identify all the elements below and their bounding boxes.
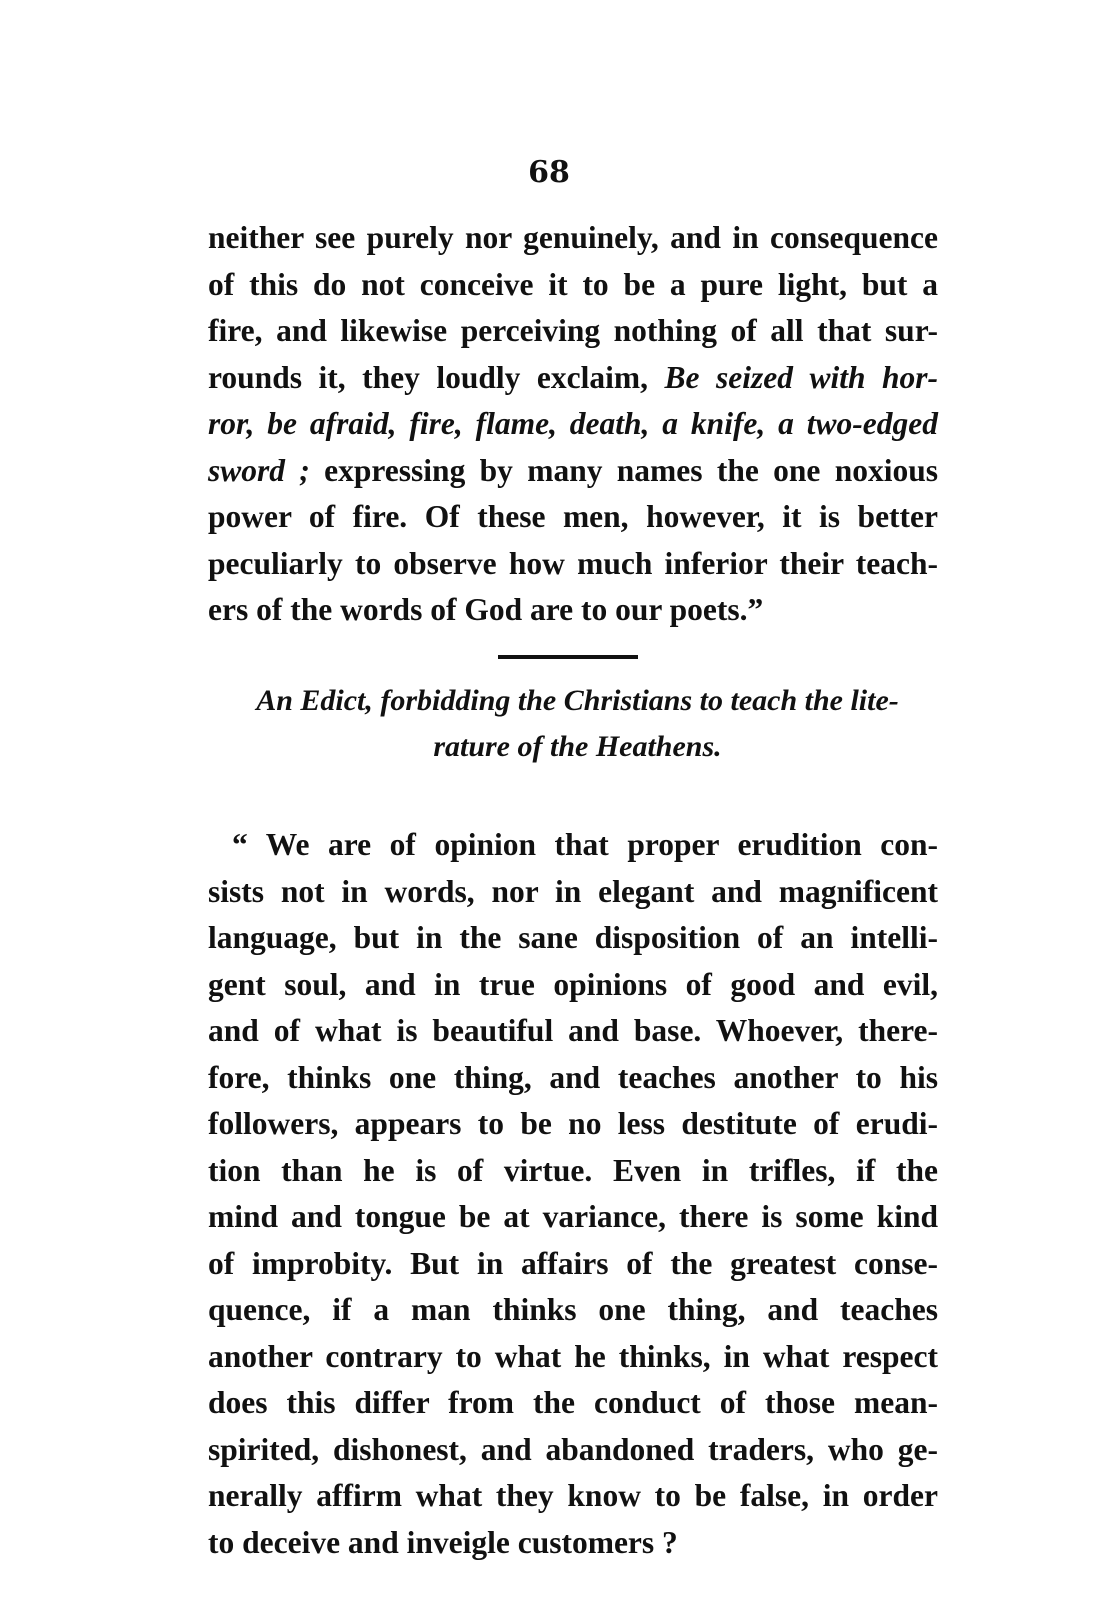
text-line: power of fire. Of these men, however, it is better [208,499,938,534]
text-line: language, but in the sane disposition of an intelli- [208,920,938,955]
text-line [208,401,938,448]
text-line: fire, and likewise perceiving nothing of all that sur- [208,313,938,348]
text-line: tion than he is of virtue. Even in trifles, if the [208,1152,938,1188]
text-line [208,355,938,402]
page-number: 68 [528,155,570,190]
passage-continuation [208,215,938,634]
text-line: of improbity. But in affairs of the greatest conse- [208,1245,938,1281]
edict-heading-line: rature of the Heathens. [433,730,722,763]
text-line: neither see purely nor genuinely, and in consequence [208,220,938,255]
text-line: peculiarly to observe how much inferior their teach- [208,545,938,581]
text-line: “ We are of opinion that proper erudition con- [232,827,938,862]
text-line: of this do not conceive it to be a pure light, but a [208,266,938,302]
text-line: quence, if a man thinks one thing, and teaches [208,1292,938,1327]
text-line: ers of the words of God are to our poets.” [208,592,764,627]
text-line: and of what is beautiful and base. Whoever, there- [208,1013,938,1048]
text-line: nerally affirm what they know to be false, in order [208,1478,938,1513]
text-segment: expressing by many names the one noxious [324,452,938,488]
edict-body [208,822,938,1566]
text-line: sists not in words, nor in elegant and magnificent [208,873,938,909]
text-line: mind and tongue be at variance, there is some kind [208,1199,938,1234]
text-line: fore, thinks one thing, and teaches another to his [208,1059,938,1095]
italic-exclamation: sword ; [208,452,325,488]
text-line: does this differ from the conduct of those mean- [208,1385,938,1420]
text-segment: rounds it, they loudly exclaim, [208,359,665,395]
section-divider [498,655,638,659]
italic-exclamation: ror, be afraid, fire, flame, death, a knife, a two-edged [208,406,938,441]
text-line: another contrary to what he thinks, in what respect [208,1338,938,1374]
text-line: followers, appears to be no less destitute of erudi- [208,1106,938,1141]
edict-heading-line: An Edict, forbidding the Christians to teach the lite- [256,684,899,717]
edict-heading [215,678,940,770]
text-line: spirited, dishonest, and abandoned traders, who ge- [208,1431,938,1467]
text-line [208,448,938,495]
text-line: to deceive and inveigle customers ? [208,1524,678,1560]
italic-exclamation: Be seized with hor- [664,359,938,395]
text-line: gent soul, and in true opinions of good and evil, [208,966,938,1002]
